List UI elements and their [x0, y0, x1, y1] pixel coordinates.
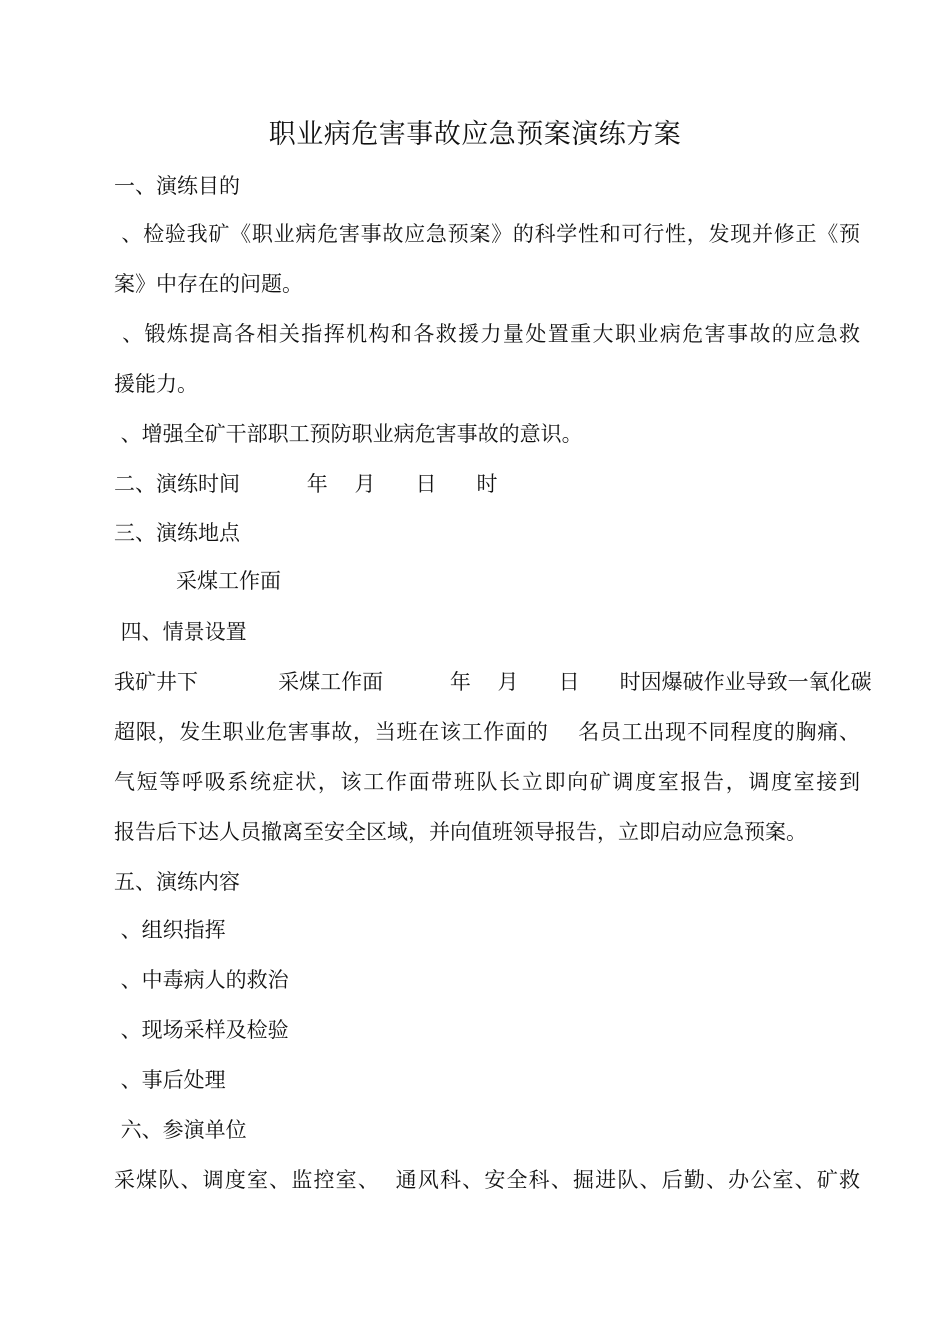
- section-heading-scenario: 四、情景设置: [114, 620, 247, 644]
- section-heading-purpose: 一、演练目的: [114, 174, 240, 198]
- scenario-line-3: 气短等呼吸系统症状，该工作面带班队长立即向矿调度室报告，调度室接到: [114, 770, 860, 794]
- content-item-4: 、事后处理: [114, 1068, 226, 1092]
- document-title: 职业病危害事故应急预案演练方案: [268, 119, 682, 150]
- drill-location: 采煤工作面: [176, 569, 281, 593]
- section-heading-location: 三、演练地点: [114, 521, 240, 545]
- section-heading-content: 五、演练内容: [114, 870, 240, 894]
- purpose-item-2-line-2: 援能力。: [114, 372, 198, 396]
- scenario-line-1: 我矿井下 采煤工作面 年 月 日 时因爆破作业导致一氧化碳: [114, 670, 872, 694]
- content-item-2: 、中毒病人的救治: [114, 968, 289, 992]
- scenario-line-4: 报告后下达人员撤离至安全区域，并向值班领导报告，立即启动应急预案。: [114, 820, 807, 844]
- units-line-1: 采煤队、调度室、监控室、 通风科、安全科、掘进队、后勤、办公室、矿救: [114, 1168, 860, 1192]
- purpose-item-2-line-1: 、锻炼提高各相关指挥机构和各救援力量处置重大职业病危害事故的应急救: [114, 322, 860, 346]
- section-heading-units: 六、参演单位: [114, 1118, 247, 1142]
- purpose-item-1-line-2: 案》中存在的问题。: [114, 272, 303, 296]
- content-item-3: 、现场采样及检验: [114, 1018, 289, 1042]
- content-item-1: 、组织指挥: [114, 918, 226, 942]
- purpose-item-1-line-1: 、检验我矿《职业病危害事故应急预案》的科学性和可行性，发现并修正《预: [114, 222, 860, 246]
- scenario-line-2: 超限，发生职业危害事故，当班在该工作面的 名员工出现不同程度的胸痛、: [114, 720, 860, 744]
- section-heading-time: 二、演练时间 年 月 日 时: [114, 472, 498, 496]
- purpose-item-3: 、增强全矿干部职工预防职业病危害事故的意识。: [114, 422, 583, 446]
